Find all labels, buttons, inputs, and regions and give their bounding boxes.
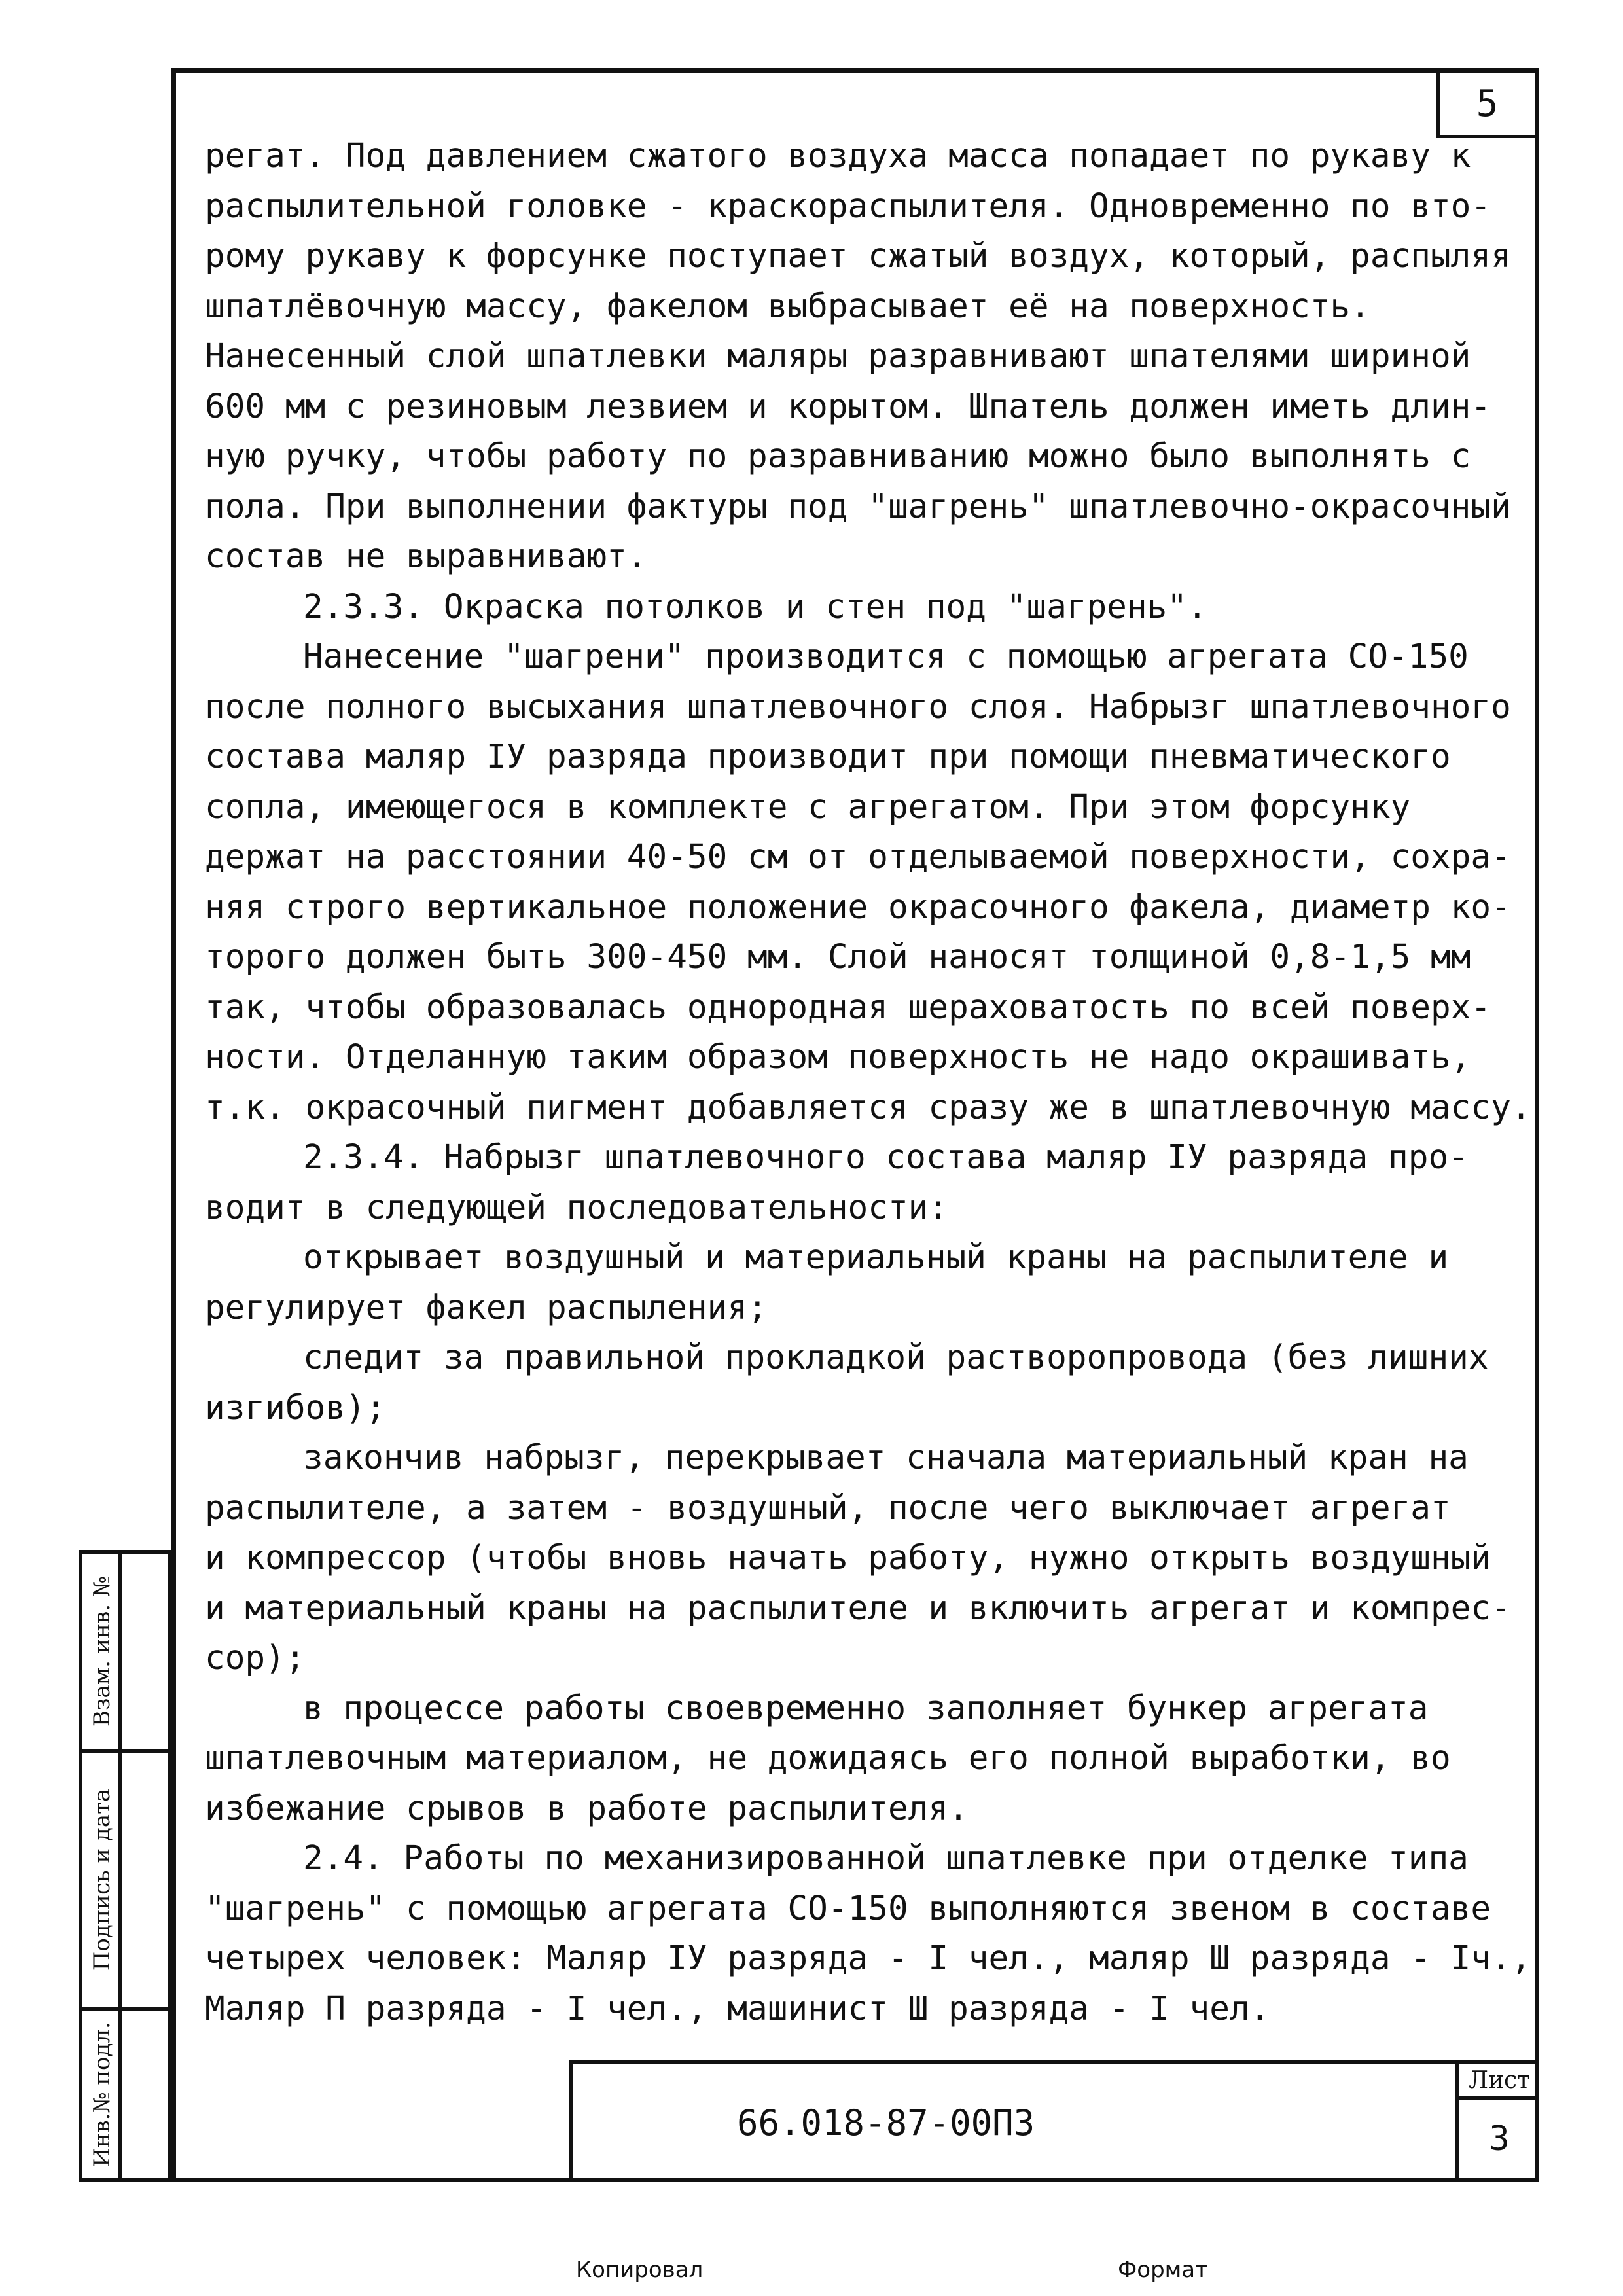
text-line: сор);: [205, 1639, 306, 1677]
text-line: в процессе работы своевременно заполняет бункер агрегата: [303, 1689, 1429, 1728]
text-line: сопла, имеющегося в комплекте с агрегатом. При этом форсунку: [205, 787, 1411, 827]
page-frame: [171, 68, 1539, 2182]
text-line: изгибов);: [205, 1388, 386, 1427]
podpis-data-label: Подпись и дата: [89, 1788, 115, 1971]
text-line: рому рукаву к форсунке поступает сжатый воздух, который, распыляя: [205, 237, 1511, 276]
text-line: состава маляр IУ разряда производит при помощи пневматического: [205, 738, 1451, 776]
text-line: водит в следующей последовательности:: [205, 1188, 949, 1227]
side-stamp-signature: [79, 1749, 171, 2011]
copied-label: Копировал: [576, 2257, 704, 2283]
text-line: четырех человек: Маляр IУ разряда - I чел., маляр Ш разряда - Iч.,: [205, 1939, 1531, 1978]
text-line: и материальный краны на распылителе и включить агрегат и компрес-: [205, 1588, 1511, 1628]
text-line: 2.3.4. Набрызг шпатлевочного состава маляр IУ разряда про-: [303, 1138, 1469, 1177]
vzam-inv-label: Взам. инв. №: [89, 1575, 115, 1727]
text-line: Нанесение "шагрени" производится с помощью агрегата СО-150: [303, 637, 1469, 676]
text-line: ности. Отделанную таким образом поверхность не надо окрашивать,: [205, 1038, 1471, 1077]
text-line: состав не выравнивают.: [205, 537, 647, 576]
text-line: избежание срывов в работе распылителя.: [205, 1789, 969, 1828]
text-line: и компрессор (чтобы вновь начать работу, нужно открыть воздушный: [205, 1539, 1491, 1577]
text-line: распылителе, а затем - воздушный, после чего выключает агрегат: [205, 1488, 1451, 1528]
text-line: закончив набрызг, перекрывает сначала материальный кран на: [303, 1439, 1469, 1477]
sheet-cell: [1455, 2064, 1539, 2178]
text-line: "шагрень" с помощью агрегата СО-150 выполняются звеном в составе: [205, 1889, 1491, 1928]
text-line: открывает воздушный и материальный краны на распылителе и: [303, 1238, 1449, 1277]
text-line: регулирует факел распыления;: [205, 1288, 768, 1327]
text-line: Маляр П разряда - I чел., машинист Ш разряда - I чел.: [205, 1989, 1270, 2028]
text-line: пола. При выполнении фактуры под "шагрень" шпатлевочно-окрасочный: [205, 487, 1511, 526]
text-line: ную ручку, чтобы работу по разравниванию можно было выполнять с: [205, 437, 1471, 476]
inv-podl-label: Инв.№ подл.: [89, 2022, 115, 2167]
text-line: няя строго вертикальное положение окрасочного факела, диаметр ко-: [205, 888, 1511, 927]
text-line: после полного высыхания шпатлевочного слоя. Набрызг шпатлевочного: [205, 687, 1511, 726]
text-line: 600 мм с резиновым лезвием и корытом. Шпатель должен иметь длин-: [205, 387, 1491, 426]
text-line: 2.4. Работы по механизированной шпатлевке при отделке типа: [303, 1839, 1469, 1878]
side-stamp-original: [79, 2007, 171, 2182]
document-code: 66.018-87-00ПЗ: [737, 2102, 1035, 2144]
title-block: [569, 2060, 1539, 2178]
sheet-number: 3: [1489, 2119, 1510, 2159]
sheet-label: Лист: [1459, 2064, 1539, 2100]
text-line: Нанесенный слой шпатлевки маляры разравнивают шпателями шириной: [205, 337, 1471, 376]
text-line: регат. Под давлением сжатого воздуха масса попадает по рукаву к: [205, 137, 1471, 175]
text-line: держат на расстоянии 40-50 см от отделываемой поверхности, сохра-: [205, 838, 1511, 876]
text-line: следит за правильной прокладкой растворопровода (без лишних: [303, 1338, 1489, 1377]
text-line: так, чтобы образовалась однородная шераховатость по всей поверх-: [205, 988, 1491, 1027]
text-line: торого должен быть 300-450 мм. Слой наносят толщиной 0,8-1,5 мм: [205, 938, 1471, 977]
text-line: шпатлёвочную массу, факелом выбрасывает её на поверхность.: [205, 287, 1370, 326]
text-line: распылительной головке - краскораспылителя. Одновременно по вто-: [205, 187, 1491, 226]
text-line: шпатлевочным материалом, не дожидаясь его полной выработки, во: [205, 1739, 1451, 1778]
side-stamp-replacement: [79, 1550, 171, 1753]
body-text: [205, 132, 1531, 2034]
text-line: т.к. окрасочный пигмент добавляется сразу же в шпатлевочную массу.: [205, 1088, 1531, 1127]
page-number: 5: [1436, 73, 1535, 138]
text-line: 2.3.3. Окраска потолков и стен под "шагрень".: [303, 587, 1207, 626]
format-label: Формат: [1118, 2257, 1208, 2283]
